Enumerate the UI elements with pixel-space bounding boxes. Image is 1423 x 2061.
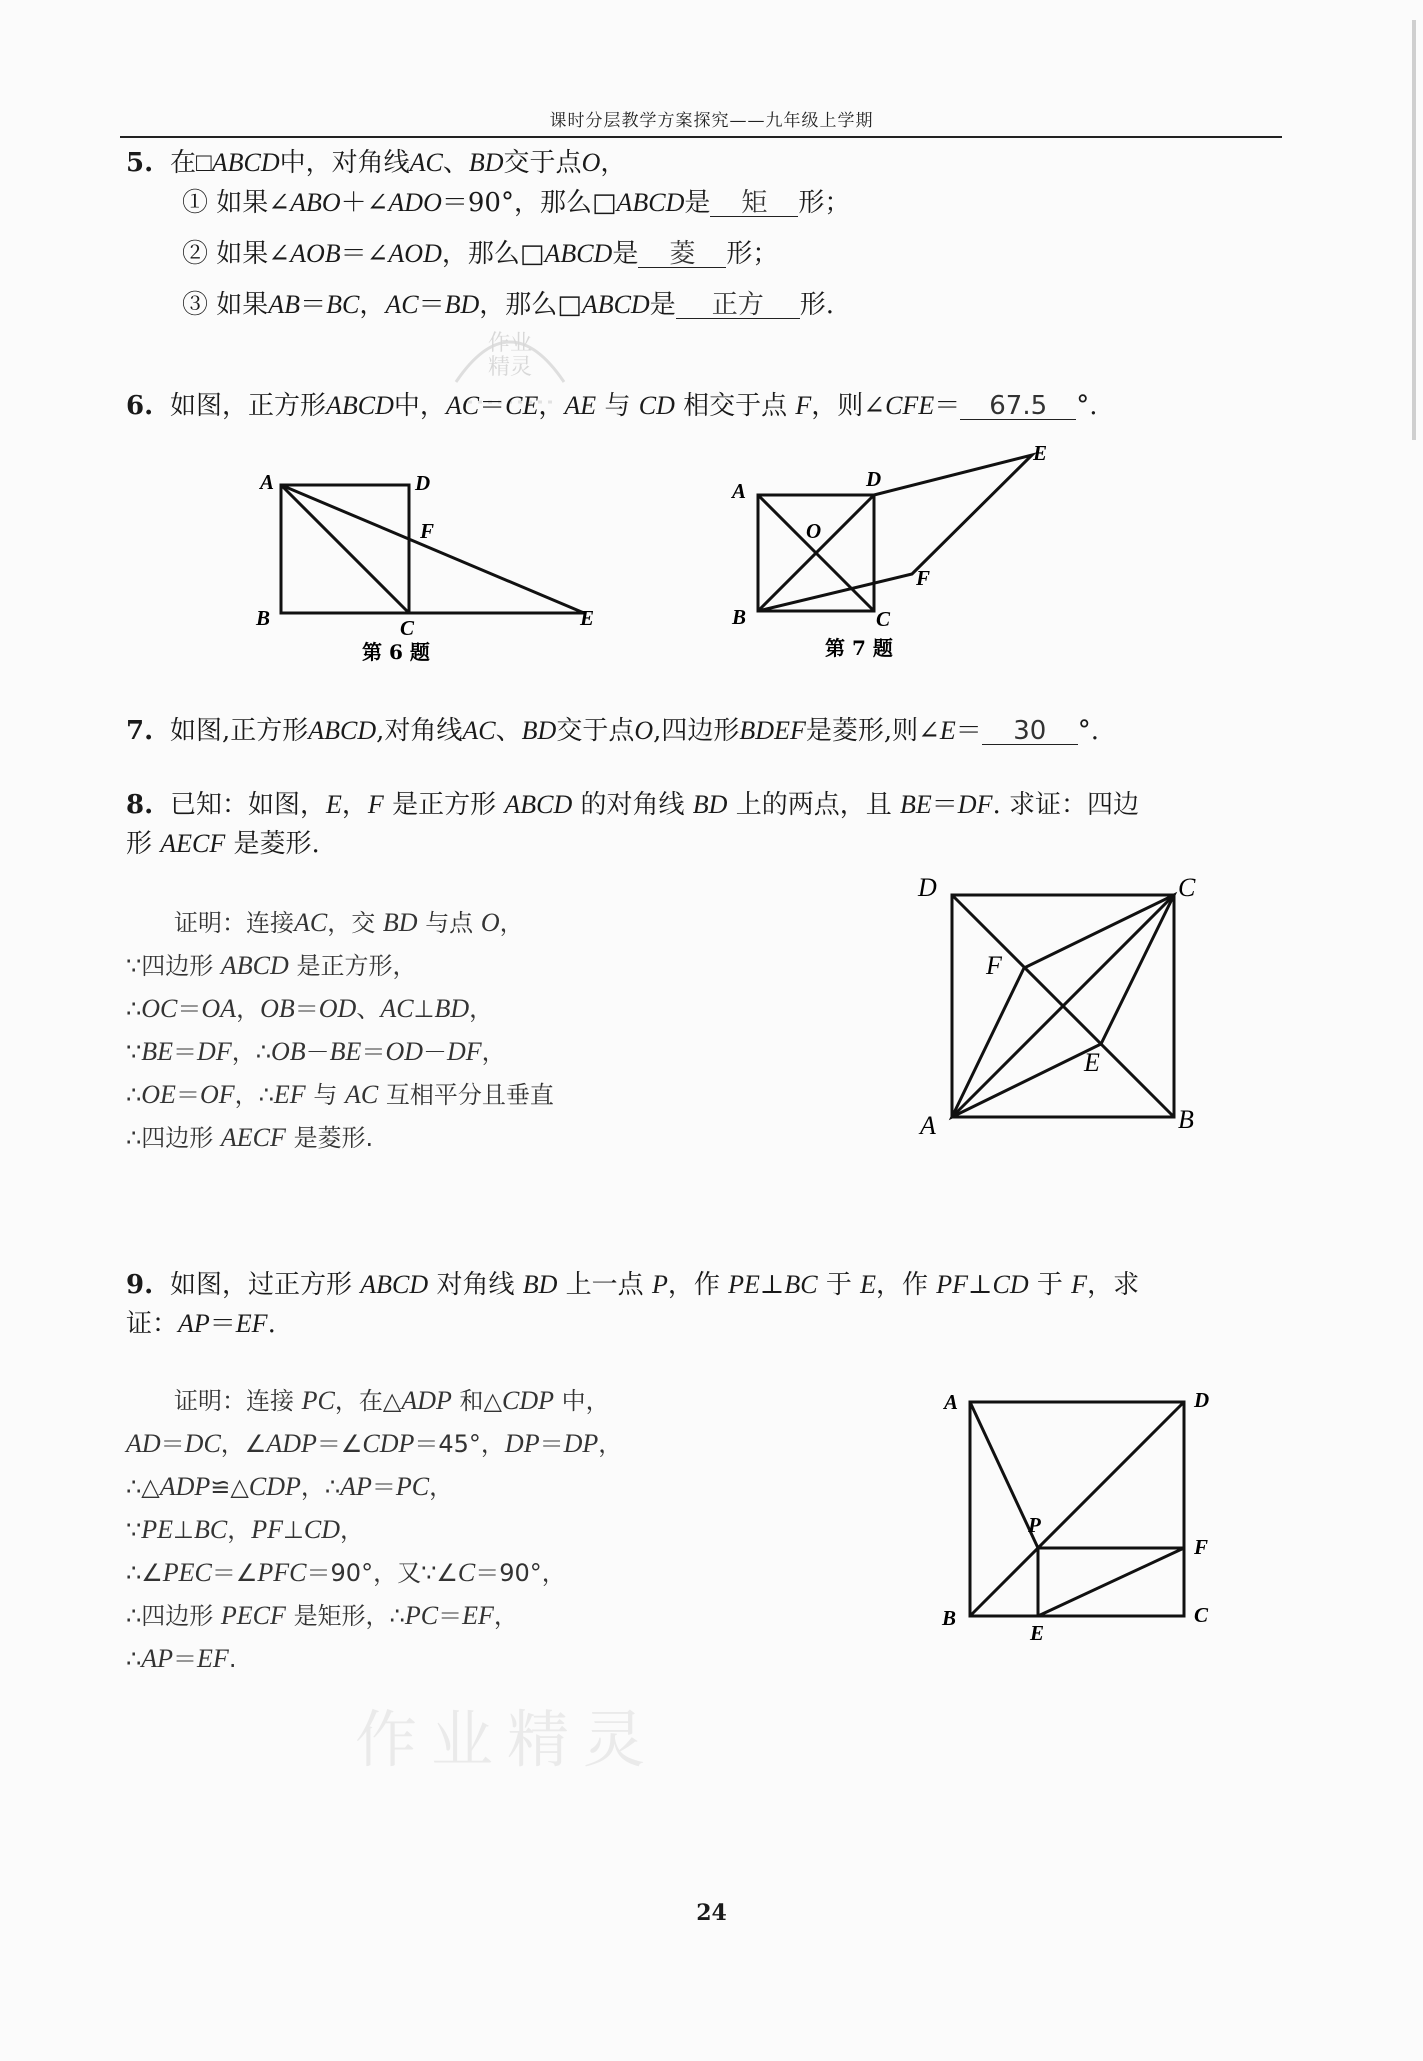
fig8-label-b: B xyxy=(1178,1105,1194,1134)
q8-proof-line-5: ∴OE＝OF，∴EF 与 AC 互相平分且垂直 xyxy=(126,1080,554,1109)
fig7-label-e: E xyxy=(1033,441,1048,465)
figure-9 xyxy=(930,1380,1230,1640)
fig9-label-d: D xyxy=(1194,1388,1210,1412)
fig6-label-b: B xyxy=(256,606,271,630)
q9-proof-line-5: ∴∠PEC＝∠PFC＝90°，又∵∠C＝90°， xyxy=(126,1558,566,1587)
q5-item-3: ③ 如果AB＝BC，AC＝BD，那么□ABCD是 正方 形. xyxy=(182,290,834,320)
fig7-label-o: O xyxy=(806,519,822,543)
q9-proof-line-6: ∴四边形 PECF 是矩形，∴PC＝EF， xyxy=(126,1601,518,1630)
fig6-caption: 第 6 题 xyxy=(362,640,430,664)
q5-item-1: ① 如果∠ABO＋∠ADO＝90°，那么□ABCD是 矩 形； xyxy=(182,188,851,218)
q9-proof-line-4: ∵PE⊥BC，PF⊥CD， xyxy=(126,1515,364,1544)
q9-stem-line2: 证：AP＝EF. xyxy=(126,1309,276,1339)
figure-6 xyxy=(250,465,610,675)
fig6-label-f: F xyxy=(420,519,435,543)
q9-proof-line-1: 证明：连接 PC，在△ADP 和△CDP 中， xyxy=(174,1386,610,1415)
watermark-stamp-text: 作业精灵 xyxy=(487,331,532,381)
fig6-segment-ae xyxy=(281,485,584,613)
fig8-label-d: D xyxy=(918,873,937,902)
fig9-label-f: F xyxy=(1194,1535,1209,1559)
fig9-diagonal-bd xyxy=(970,1402,1184,1616)
q5-stem: 5. 在□ABCD中，对角线AC、BD交于点O， xyxy=(126,148,627,178)
q5-item-2: ② 如果∠AOB＝∠AOD，那么□ABCD是 菱 形； xyxy=(182,239,779,269)
fig7-label-a: A xyxy=(732,479,747,503)
q8-stem-line1: 8. 已知：如图，E，F 是正方形 ABCD 的对角线 BD 上的两点，且 BE＝DF. 求证：四边 xyxy=(126,790,1139,820)
q9-proof-line-3: ∴△ADP≌△CDP，∴AP＝PC， xyxy=(126,1472,454,1501)
fig6-label-e: E xyxy=(580,606,595,630)
fig8-label-f: F xyxy=(986,951,1002,980)
q9-proof-line-7: ∴AP＝EF. xyxy=(126,1644,237,1673)
fig9-label-p: P xyxy=(1028,1513,1041,1537)
watermark-large: 作业精灵 xyxy=(355,1703,660,1776)
fig7-label-b: B xyxy=(732,605,747,629)
fig7-label-f: F xyxy=(916,566,931,590)
fig6-diagonal-ac xyxy=(281,485,409,613)
q9-stem-line1: 9. 如图，过正方形 ABCD 对角线 BD 上一点 P，作 PE⊥BC 于 E，作 PF⊥CD 于 F，求 xyxy=(126,1270,1140,1300)
fig7-caption: 第 7 题 xyxy=(825,636,893,660)
q7-answer: 30 xyxy=(982,718,1078,745)
header-rule xyxy=(120,136,1282,138)
q5-answer-1: 矩 xyxy=(710,190,798,217)
q8-stem-line2: 形 AECF 是菱形. xyxy=(126,829,320,859)
q8-proof-line-4: ∵BE＝DF，∴OB－BE＝OD－DF， xyxy=(126,1037,506,1066)
q9-proof-line-2: AD＝DC，∠ADP＝∠CDP＝45°，DP＝DP， xyxy=(126,1429,623,1458)
fig8-label-c: C xyxy=(1178,873,1196,902)
fig9-label-e: E xyxy=(1030,1621,1045,1640)
q8-proof-line-3: ∴OC＝OA，OB＝OD、AC⊥BD， xyxy=(126,994,494,1023)
q5-answer-3: 正方 xyxy=(676,292,800,319)
fig9-label-a: A xyxy=(944,1390,959,1414)
fig7-label-c: C xyxy=(876,607,891,631)
fig8-label-a: A xyxy=(920,1111,936,1138)
q7-stem: 7. 如图,正方形ABCD,对角线AC、BD交于点O,四边形BDEF是菱形,则∠E＝ 30 °. xyxy=(126,716,1100,746)
q6-answer: 67.5 xyxy=(960,393,1076,420)
page-number: 24 xyxy=(696,1900,727,1926)
q8-proof-line-1: 证明：连接AC，交 BD 与点 O， xyxy=(174,908,524,937)
page-edge-shadow xyxy=(1412,20,1416,440)
fig8-label-e: E xyxy=(1084,1048,1100,1077)
fig7-rhombus xyxy=(758,455,1032,611)
q8-proof-line-2: ∵四边形 ABCD 是正方形， xyxy=(126,951,417,980)
fig6-label-c: C xyxy=(400,616,415,640)
figure-7 xyxy=(720,440,1060,670)
fig6-label-a: A xyxy=(260,470,275,494)
fig9-segment-ef xyxy=(1038,1548,1184,1616)
fig7-label-d: D xyxy=(866,467,882,491)
q5-answer-2: 菱 xyxy=(638,241,726,268)
running-header: 课时分层教学方案探究——九年级上学期 xyxy=(549,111,874,131)
fig9-label-c: C xyxy=(1194,1603,1209,1627)
fig9-label-b: B xyxy=(942,1606,957,1630)
q8-proof-line-6: ∴四边形 AECF 是菱形. xyxy=(126,1123,374,1152)
fig6-label-d: D xyxy=(415,471,431,495)
q6-stem: 6. 如图，正方形ABCD中，AC＝CE，AE 与 CD 相交于点 F，则∠CFE＝ 67.5 °. xyxy=(126,391,1098,421)
figure-8 xyxy=(900,868,1220,1138)
